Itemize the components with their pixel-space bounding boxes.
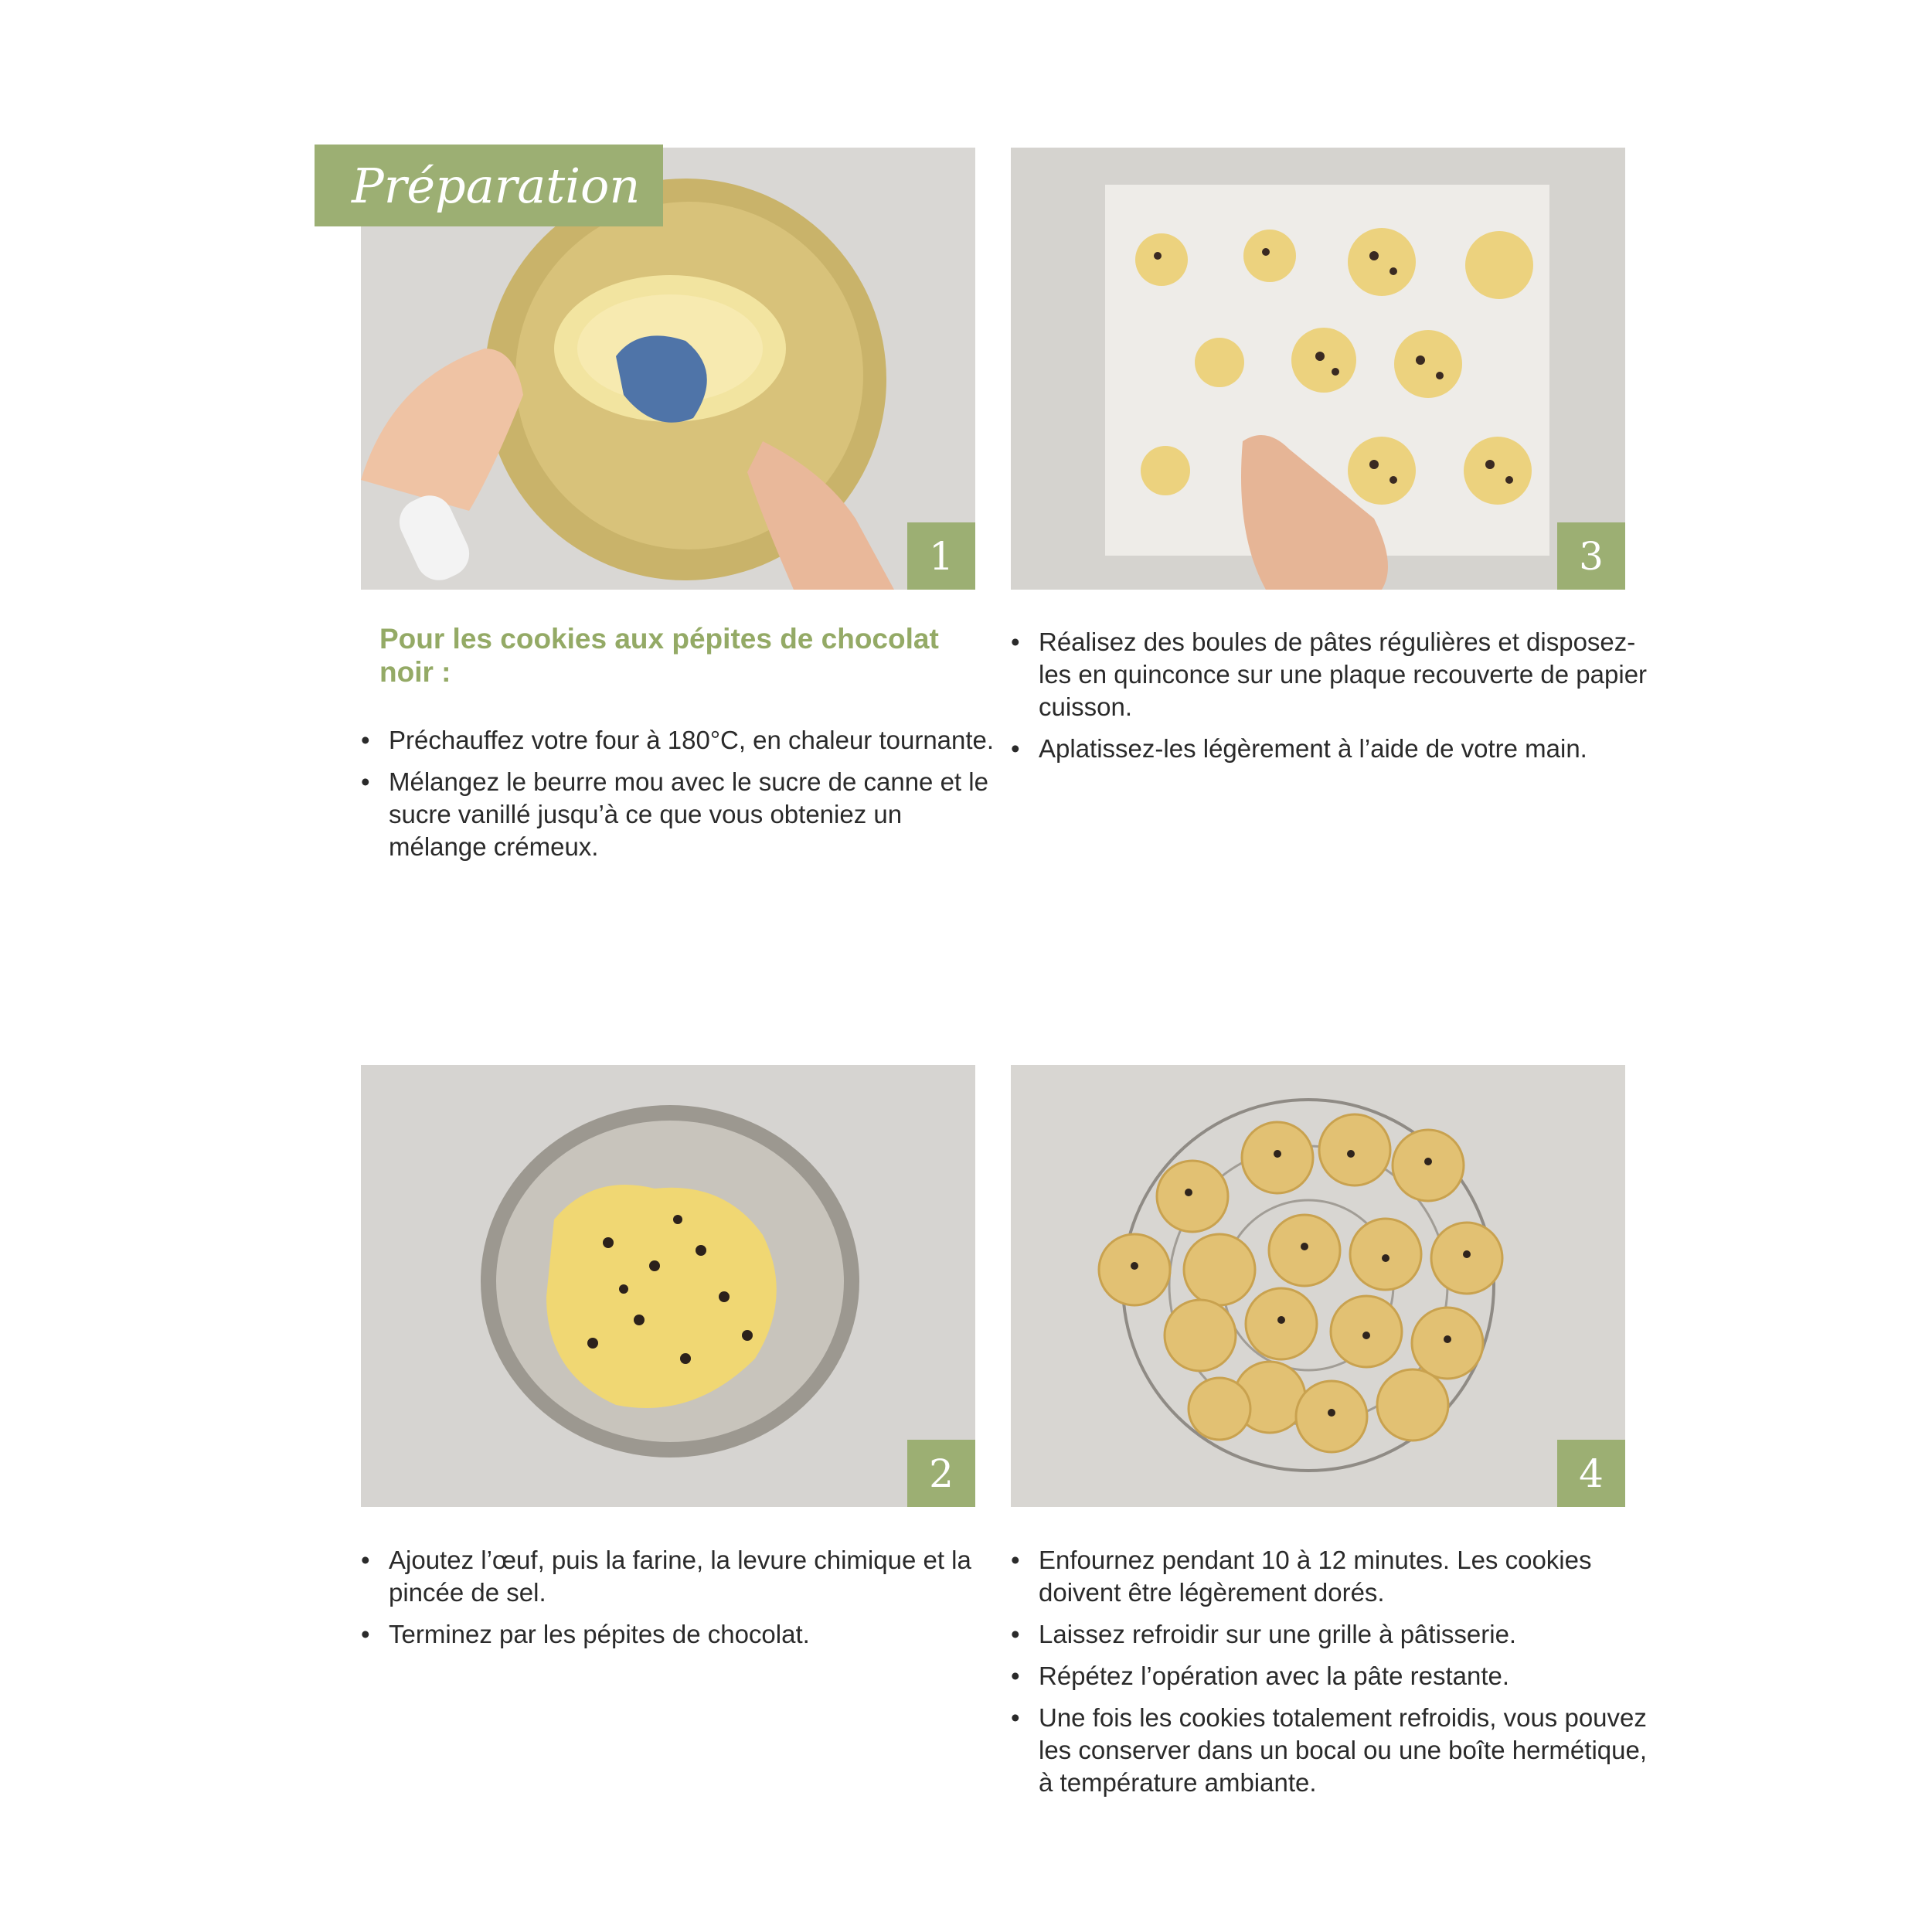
cookies-cooling-rack-photo (1011, 1065, 1625, 1507)
step-3-badge: 3 (1557, 522, 1625, 590)
step-1-badge: 1 (907, 522, 975, 590)
step-1-list (361, 724, 995, 863)
step-2-list (361, 1544, 995, 1651)
list-item: • Laissez refroidir sur une grille à pâtisserie. (1011, 1618, 1652, 1651)
step-2-text (361, 1544, 995, 1660)
step-4-text (1011, 1544, 1652, 1808)
step-1-subtitle: Pour les cookies aux pépites de chocolat noir : (379, 623, 939, 688)
list-item: • Enfournez pendant 10 à 12 minutes. Les cookies doivent être légèrement dorés. (1011, 1544, 1652, 1609)
cookie-dough-bowl-photo (361, 1065, 975, 1507)
step-3-photo (1011, 148, 1625, 590)
step-2-photo (361, 1065, 975, 1507)
step-4-list (1011, 1544, 1652, 1799)
list-item: • Aplatissez-les légèrement à l’aide de votre main. (1011, 733, 1652, 765)
step-1-text (361, 622, 995, 872)
list-item: • Répétez l’opération avec la pâte restante. (1011, 1660, 1652, 1692)
list-item: • Une fois les cookies totalement refroidis, vous pouvez les conserver dans un bocal ou une boîte hermétique, à température ambiante. (1011, 1702, 1652, 1799)
list-item: • Terminez par les pépites de chocolat. (361, 1618, 995, 1651)
dough-balls-tray-photo (1011, 148, 1625, 590)
section-title: Préparation (315, 145, 663, 226)
step-2-badge: 2 (907, 1440, 975, 1507)
step-4-badge: 4 (1557, 1440, 1625, 1507)
list-item: • Ajoutez l’œuf, puis la farine, la levure chimique et la pincée de sel. (361, 1544, 995, 1609)
list-item: • Préchauffez votre four à 180°C, en chaleur tournante. (361, 724, 995, 757)
list-item: • Réalisez des boules de pâtes régulières et disposez-les en quinconce sur une plaque recouverte de papier cuisson. (1011, 626, 1652, 723)
step-3-text (1011, 626, 1652, 774)
step-4-photo (1011, 1065, 1625, 1507)
list-item: • Mélangez le beurre mou avec le sucre de canne et le sucre vanillé jusqu’à ce que vous obteniez un mélange crémeux. (361, 766, 995, 863)
step-3-list (1011, 626, 1652, 765)
